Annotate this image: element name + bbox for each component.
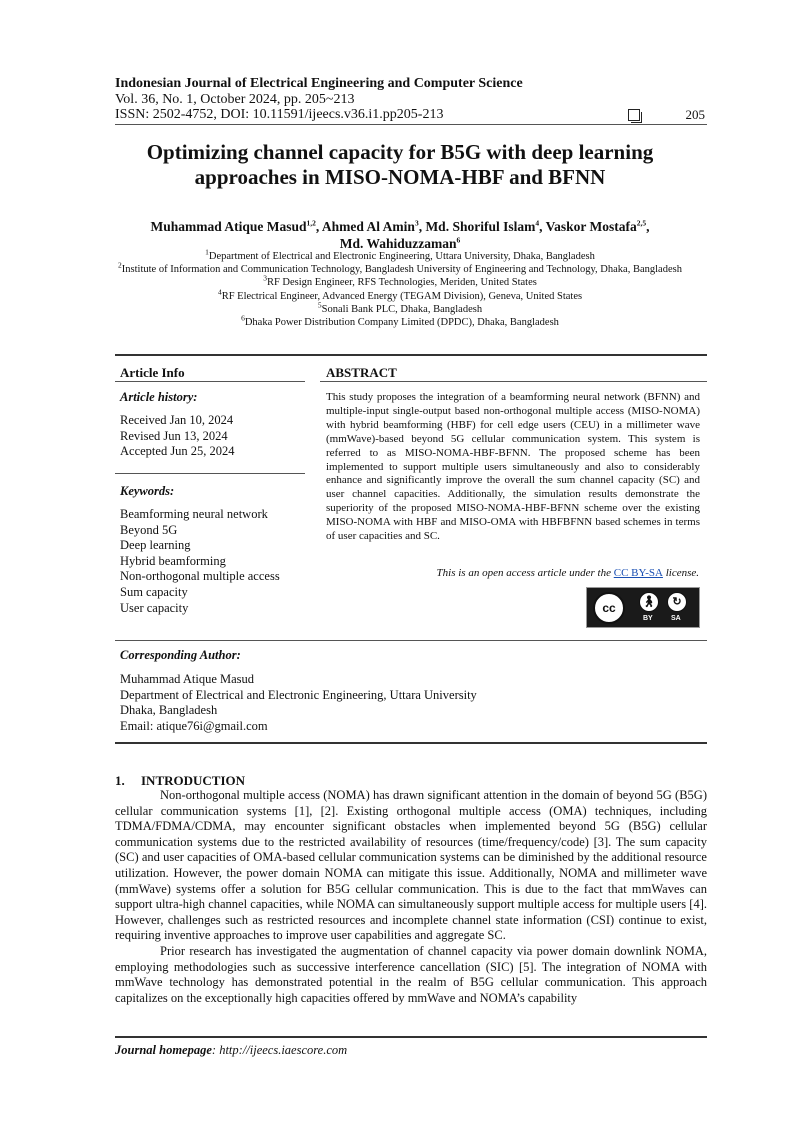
title-line: approaches in MISO-NOMA-HBF and BFNN — [194, 165, 606, 189]
corr-line: Email: atique76i@gmail.com — [120, 718, 268, 733]
history-item: Received Jan 10, 2024 — [120, 413, 234, 427]
paper-title — [100, 140, 700, 190]
author-sup: 4 — [535, 218, 540, 228]
corr-top-rule — [115, 640, 707, 641]
keywords-block — [120, 484, 305, 616]
history-item: Revised Jun 13, 2024 — [120, 428, 228, 443]
corr-line: Muhammad Atique Masud — [120, 672, 255, 686]
affiliation: $^4$RF Electrical Engineer, Advanced Energy (TEGAM Division), Geneva, United States — [217, 287, 583, 302]
page-number: 205 — [685, 107, 705, 122]
author-sup: 3 — [414, 218, 419, 228]
keywords-heading: Keywords: — [120, 484, 175, 498]
title-line: Optimizing channel capacity for B5G with deep learning — [146, 140, 654, 164]
info-bottom-rule — [115, 742, 707, 744]
homepage-label: Journal homepage — [115, 1043, 212, 1057]
journal-header — [115, 76, 523, 123]
corresponding-author — [120, 672, 477, 734]
corr-line: Department of Electrical and Electronic Engineering, Uttara University — [120, 687, 477, 702]
author-sup: 2,5 — [636, 218, 647, 228]
info-top-rule — [115, 354, 707, 356]
keyword: Beamforming neural network — [120, 507, 268, 521]
license-link[interactable]: CC BY-SA — [613, 567, 663, 579]
paragraph: Non-orthogonal multiple access (NOMA) has drawn significant attention in the domain of beyond 5G (B5G) cellular communication systems [1], [2]. Existing orthogonal multiple access (OMA) techniques, including TDMA/FDMA/CDMA, may encounter significant obstacles when implemented beyond 5G (B5G) cellular communication systems due to the restricted availability of resources (time/frequency/code) [3]. The sum capacity (SC) and user capacities of OMA-based cellular communication systems can be diminished by the additional resource utilization. However, the power domain NOMA can mitigate this issue. Additionally, NOMA and millimeter wave (mmWave) systems offer a solution for B5G cellular communication. This is due to the fact that mmWaves can support ultra-high channel capacities, while NOMA can simultaneously support multiple access for multiple users [4]. However, challenges such as restricted resources and incomplete channel state information (CSI) continue to exist, requiring inventive approaches to improve user capabilities and aggregate SC. — [115, 788, 707, 943]
cc-license-badge[interactable] — [586, 587, 700, 628]
introduction-body — [115, 788, 707, 1006]
author-name: Ahmed Al Amin — [321, 219, 415, 234]
keyword: User capacity — [120, 600, 189, 615]
footer-rule — [115, 1036, 707, 1038]
author-list: Muhammad Atique Masud$^{1,2}$, Ahmed Al Amin$^3$, Md. Shoriful Islam$^4$, Vaskor Mostafa$^{2,5}$, Md. Wahiduzzaman$^6$ — [150, 218, 650, 251]
affiliation: $^1$Department of Electrical and Electronic Engineering, Uttara University, Dhaka, Bangladesh — [205, 247, 595, 262]
author-sup: 6 — [456, 235, 461, 245]
abstract-text: This study proposes the integration of a beamforming neural network (BFNN) and multiple-input single-output based non-orthogonal multiple access (MISO-NOMA) with hybrid beamforming (HBF) for cell edge users (CEU) in a millimeter wave (mmWave)-based beyond 5G cellular communication system. This system is referred to as MISO-NOMA-HBF-BFNN. The proposed scheme has been implemented to support multiple users simultaneously and also to considerably enhance and significantly improve the overall the sum channel capacity (SC) and user channel capacities. Additionally, the simulation results demonstrate the superiority of the proposed MISO-NOMA-HBF-BFNN scheme over the existing MISO-NOMA with HBF and MISO-OMA with HBFBFNN based schemes in terms of user capacities and SC. — [326, 391, 700, 543]
article-history — [120, 390, 305, 460]
issn-line: ISSN: 2502-4752, DOI: 10.11591/ijeecs.v36.i1.pp205-213 — [115, 107, 444, 122]
paragraph: Prior research has investigated the augmentation of channel capacity via power domain downlink NOMA, employing methodologies such as successive interference cancellation (SIC) [5]. The integration of NOMA with mmWave technology has demonstrated potential in the realm of B5G cellular communication. This approach capitalizes on the exceptionally high capacities offered by mmWave and NOMA’s capability — [115, 943, 707, 1005]
header-rule — [115, 124, 707, 125]
corresponding-heading: Corresponding Author: — [120, 648, 241, 662]
homepage-url[interactable]: http://ijeecs.iaescore.com — [219, 1043, 348, 1057]
article-info-heading: Article Info — [120, 365, 185, 380]
volume-line: Vol. 36, No. 1, October 2024, pp. 205~213 — [115, 91, 355, 107]
author-sup: 1,2 — [306, 218, 316, 228]
keyword: Hybrid beamforming — [120, 553, 226, 568]
history-heading: Article history: — [120, 390, 198, 404]
info-rule — [115, 381, 305, 382]
author-name: Muhammad Atique Masud — [150, 219, 307, 234]
square-icon — [628, 109, 640, 121]
person-icon: 🚶︎ — [639, 592, 659, 612]
open-access-note: This is an open access article under the CC BY-SA license. — [436, 567, 699, 579]
keywords-rule — [115, 473, 305, 474]
abstract-rule — [320, 381, 707, 382]
affiliation-list — [90, 247, 710, 329]
history-item: Accepted Jun 25, 2024 — [120, 444, 235, 458]
journal-homepage: Journal homepage: http://ijeecs.iaescore.com — [115, 1043, 348, 1057]
abstract-heading: ABSTRACT — [326, 365, 397, 380]
by-label: BY — [643, 615, 653, 622]
affiliation: $^2$Institute of Information and Communication Technology, Bangladesh University of Engineering and Technology, Dhaka, Bangladesh — [118, 260, 682, 276]
cc-logo-icon: cc — [593, 592, 625, 624]
author-name: Md. Shoriful Islam — [425, 219, 536, 234]
keyword: Beyond 5G — [120, 522, 178, 537]
author-name: Vaskor Mostafa — [545, 219, 637, 234]
affiliation: $^6$Dhaka Power Distribution Company Limited (DPDC), Dhaka, Bangladesh — [241, 313, 559, 329]
journal-name: Indonesian Journal of Electrical Engineering and Computer Science — [115, 76, 523, 91]
affiliation: $^3$RF Design Engineer, RFS Technologies, Meriden, United States — [263, 273, 537, 289]
share-alike-icon: ↻ — [667, 592, 687, 612]
keyword: Non-orthogonal multiple access — [120, 569, 280, 584]
corr-line: Dhaka, Bangladesh — [120, 703, 218, 717]
keyword: Deep learning — [120, 538, 191, 553]
introduction-heading: 1. INTRODUCTION — [115, 773, 246, 788]
sa-label: SA — [671, 615, 681, 622]
keyword: Sum capacity — [120, 584, 188, 599]
author-name: Md. Wahiduzzaman — [339, 236, 457, 251]
affiliation: $^5$Sonali Bank PLC, Dhaka, Bangladesh — [317, 300, 483, 315]
